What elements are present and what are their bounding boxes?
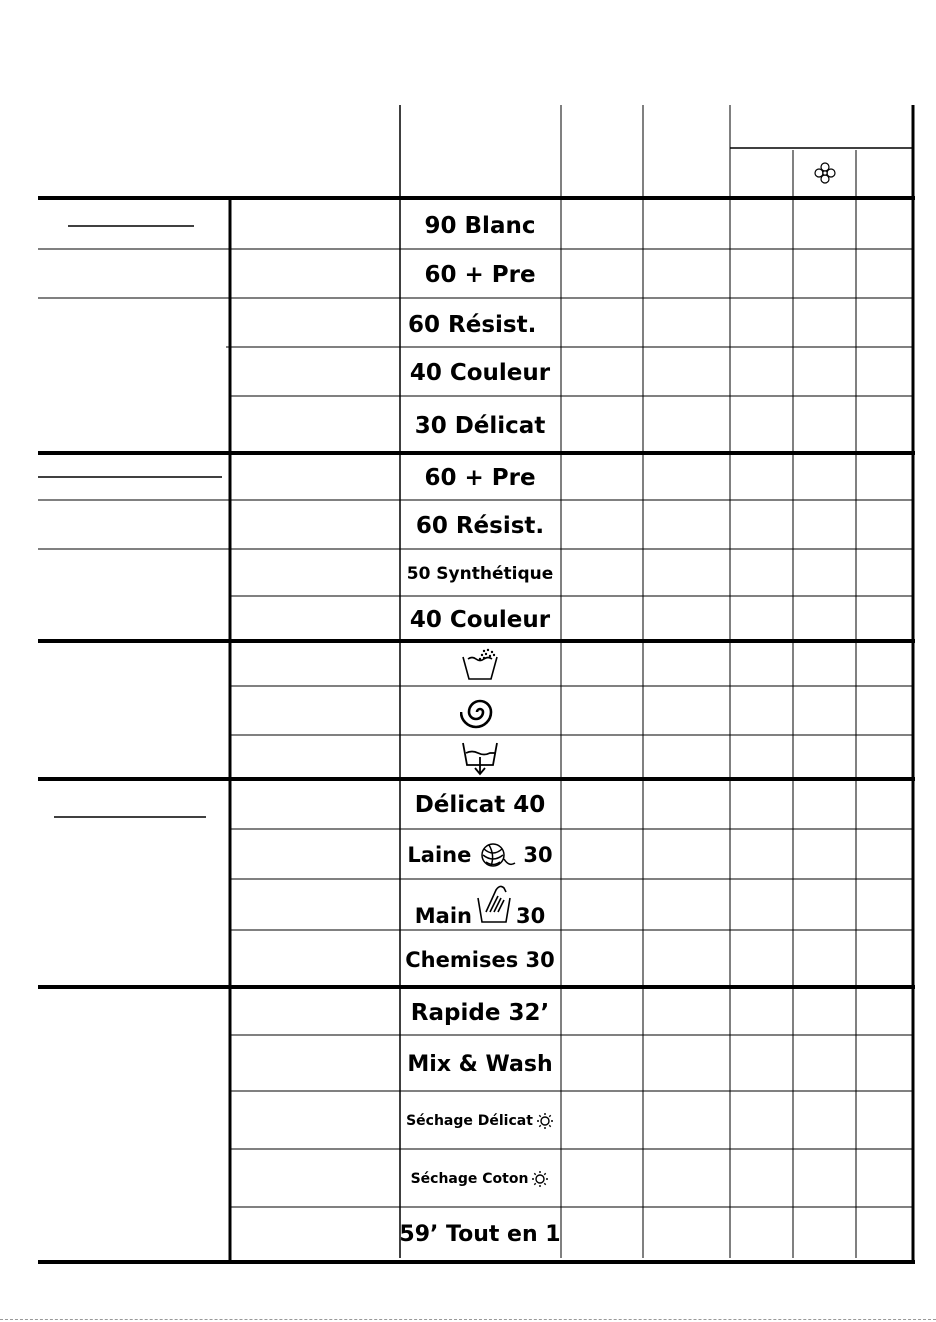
program-label: Séchage Coton	[410, 1171, 529, 1187]
sun-icon	[536, 1112, 554, 1130]
program-label: Séchage Délicat	[406, 1113, 533, 1129]
program-label: 30 Délicat	[414, 412, 546, 439]
program-60-resist	[400, 300, 560, 349]
program-label: 40 Couleur	[409, 360, 551, 386]
program-30-delicat	[400, 398, 560, 453]
program-50-synthetique	[400, 551, 560, 596]
program-sechage-coton	[400, 1151, 560, 1207]
program-label: 60 Résist.	[415, 512, 545, 539]
program-label: 40 Couleur	[409, 606, 551, 633]
program-label: Rapide 32’	[410, 999, 550, 1026]
program-40-couleur	[400, 349, 560, 397]
program-40-couleur-2	[400, 598, 560, 641]
program-60-pre	[400, 251, 560, 298]
sun-icon	[531, 1170, 549, 1188]
page-bottom-divider	[0, 1319, 936, 1320]
program-label: Mix & Wash	[407, 1051, 553, 1077]
program-delicat-40	[400, 781, 560, 829]
program-90-blanc	[400, 203, 560, 249]
program-label: 60 Résist.	[408, 311, 537, 338]
program-suffix: 30	[515, 904, 546, 928]
program-rinse	[400, 643, 560, 686]
program-60-pre-2	[400, 455, 560, 500]
program-laine-30	[400, 831, 560, 879]
program-sechage-delicat	[400, 1093, 560, 1149]
program-spin	[400, 688, 560, 735]
program-label: 60 + Pre	[424, 261, 536, 288]
program-drain	[400, 737, 560, 779]
rinse-icon	[460, 647, 500, 683]
drain-icon	[460, 739, 500, 777]
wool-icon	[477, 837, 517, 873]
program-59-tout-en-1	[400, 1209, 560, 1260]
spin-icon	[460, 692, 500, 732]
program-rapide-32	[400, 990, 560, 1035]
hand-wash-icon	[476, 882, 512, 924]
program-label: Délicat 40	[414, 792, 546, 818]
program-label: 90 Blanc	[424, 213, 536, 239]
program-label: 50 Synthétique	[406, 563, 554, 584]
program-mix-wash	[400, 1037, 560, 1091]
program-chemises-30	[400, 932, 560, 987]
program-label: Chemises 30	[405, 947, 555, 972]
program-label: 59’ Tout en 1	[399, 1222, 561, 1247]
flower-icon	[794, 150, 856, 196]
program-label: Laine	[407, 843, 472, 867]
program-60-resist-2	[400, 502, 560, 549]
program-label: Main	[414, 904, 472, 928]
program-suffix: 30	[523, 843, 553, 867]
program-label: 60 + Pre	[424, 464, 536, 491]
program-main-30	[400, 881, 560, 930]
